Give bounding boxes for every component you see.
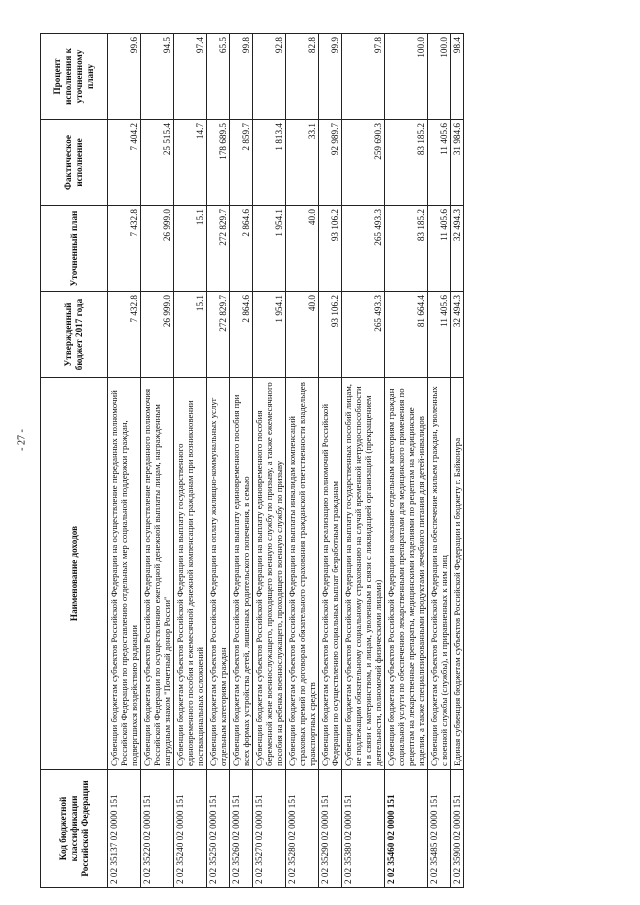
row-approved: 265 493.3: [342, 292, 385, 378]
row-code: 2 02 35460 02 0000 151: [385, 770, 428, 888]
row-approved: 26 999.0: [141, 292, 174, 378]
row-code: 2 02 35270 02 0000 151: [253, 770, 286, 888]
row-name: Субвенции бюджетам субъектов Российской Федерации на выплату государственного единовременного пособия и ежемесячной денежной компенсации гражданам при возникновении поствакцинальных осложнений: [174, 378, 207, 770]
row-percent: 65.5: [207, 34, 230, 120]
row-code: 2 02 35137 02 0000 151: [108, 770, 141, 888]
table-row: [342, 34, 385, 888]
row-name: Субвенции бюджетам субъектов Российской Федерации на оказание отдельным категориям граждан социальной услуги по обеспечению лекарственными препаратами для медицинского применения по рецептам на лекарственные препараты, медицинскими изделиями по рецептам на медицинские изделия, а также специализированными продуктами лечебного питания для детей-инвалидов: [385, 378, 428, 770]
row-name: Субвенции бюджетам субъектов Российской Федерации на выплату единовременного пособия беременной жене военнослужащего, проходящего военную службу по призыву, а также ежемесячного пособия на ребенка военнослужащего, проходящего военную службу по призыву: [253, 378, 286, 770]
row-code: 2 02 35485 02 0000 151: [428, 770, 451, 888]
row-name: Единая субвенция бюджетам субъектов Российской Федерации и бюджету г. Байконура: [451, 378, 464, 770]
table-row: [253, 34, 286, 888]
table-body: [108, 34, 464, 888]
rotated-table-container: [40, 34, 628, 888]
row-percent: 100.0: [385, 34, 428, 120]
row-actual: 92 989.7: [319, 120, 342, 206]
row-actual: 14.7: [174, 120, 207, 206]
row-name: Субвенции бюджетам субъектов Российской Федерации на реализацию полномочий Российской Федерации по осуществлению социальных выплат безработным гражданам: [319, 378, 342, 770]
row-percent: 99.6: [108, 34, 141, 120]
row-refined: 265 493.3: [342, 206, 385, 292]
header-name: Наименование доходов: [41, 378, 108, 770]
row-percent: 92.8: [253, 34, 286, 120]
row-approved: 81 664.4: [385, 292, 428, 378]
row-actual: 2 859.7: [230, 120, 253, 206]
row-code: 2 02 35280 02 0000 151: [286, 770, 319, 888]
table-row: [319, 34, 342, 888]
row-actual: 178 689.5: [207, 120, 230, 206]
row-name: Субвенции бюджетам субъектов Российской Федерации на оплату жилищно-коммунальных услуг отдельным категориям граждан: [207, 378, 230, 770]
row-code: 2 02 35900 02 0000 151: [451, 770, 464, 888]
row-name: Субвенции бюджетам субъектов Российской Федерации на обеспечение жильем граждан, уволенных с военной службы (службы), и приравненных к ним лиц: [428, 378, 451, 770]
table-row: [230, 34, 253, 888]
row-refined: 11 405.6: [428, 206, 451, 292]
page-number-text: - 27 -: [16, 429, 28, 451]
row-refined: 2 864.6: [230, 206, 253, 292]
table-row: [385, 34, 428, 888]
table-row: [451, 34, 464, 888]
row-actual: 33.1: [286, 120, 319, 206]
row-approved: 15.1: [174, 292, 207, 378]
row-refined: 272 829.7: [207, 206, 230, 292]
row-actual: 31 984.6: [451, 120, 464, 206]
row-approved: 93 106.2: [319, 292, 342, 378]
row-refined: 83 185.2: [385, 206, 428, 292]
row-code: 2 02 35290 02 0000 151: [319, 770, 342, 888]
table-row: [286, 34, 319, 888]
table-header-row: [41, 34, 108, 888]
row-percent: 100.0: [428, 34, 451, 120]
row-name: Субвенции бюджетам субъектов Российской Федерации на выплату единовременного пособия при всех формах устройства детей, лишенных родительского попечения, в семью: [230, 378, 253, 770]
table-row: [141, 34, 174, 888]
row-code: 2 02 35220 02 0000 151: [141, 770, 174, 888]
row-percent: 99.9: [319, 34, 342, 120]
row-actual: 11 405.6: [428, 120, 451, 206]
row-refined: 32 494.3: [451, 206, 464, 292]
header-refined: Уточненный план: [41, 206, 108, 292]
table-row: [428, 34, 451, 888]
row-name: Субвенции бюджетам субъектов Российской Федерации на осуществление переданного полномочия Российской Федерации по осуществлению ежегодной денежной выплаты лицам, награжденным нагрудным знаком "Почетный донор России": [141, 378, 174, 770]
income-table: [40, 33, 464, 888]
row-refined: 15.1: [174, 206, 207, 292]
row-percent: 94.5: [141, 34, 174, 120]
page-number: [8, 0, 36, 905]
row-percent: 98.4: [451, 34, 464, 120]
header-percent: Процент исполнения к уточненному плану: [41, 34, 108, 120]
row-approved: 40.0: [286, 292, 319, 378]
table-row: [108, 34, 141, 888]
row-approved: 11 405.6: [428, 292, 451, 378]
row-approved: 7 432.8: [108, 292, 141, 378]
row-code: 2 02 35260 02 0000 151: [230, 770, 253, 888]
row-refined: 1 954.1: [253, 206, 286, 292]
row-actual: 25 515.4: [141, 120, 174, 206]
row-refined: 7 432.8: [108, 206, 141, 292]
row-percent: 82.8: [286, 34, 319, 120]
header-actual: Фактическое исполнение: [41, 120, 108, 206]
row-percent: 99.8: [230, 34, 253, 120]
row-refined: 93 106.2: [319, 206, 342, 292]
header-code: Код бюджетной классификации Российской Федерации: [41, 770, 108, 888]
row-refined: 26 999.0: [141, 206, 174, 292]
row-percent: 97.4: [174, 34, 207, 120]
row-actual: 259 690.3: [342, 120, 385, 206]
row-code: 2 02 35380 02 0000 151: [342, 770, 385, 888]
row-actual: 1 813.4: [253, 120, 286, 206]
row-refined: 40.0: [286, 206, 319, 292]
row-name: Субвенции бюджетам субъектов Российской Федерации на осуществление переданных полномочий Российской Федерации по предоставлению отдельных мер социальной поддержки граждан, подвергшихся воздействию радиации: [108, 378, 141, 770]
row-code: 2 02 35250 02 0000 151: [207, 770, 230, 888]
row-actual: 83 185.2: [385, 120, 428, 206]
row-name: Субвенции бюджетам субъектов Российской Федерации на выплату государственных пособий лицам, не подлежащим обязательному социальному страхованию на случай временной нетрудоспособности и в связи с материнством, и лицам, уволенным в связи с ликвидацией организаций (прекращением деятельности, полномочий физическими лицами): [342, 378, 385, 770]
table-row: [207, 34, 230, 888]
row-approved: 32 494.3: [451, 292, 464, 378]
row-approved: 2 864.6: [230, 292, 253, 378]
row-percent: 97.8: [342, 34, 385, 120]
row-actual: 7 404.2: [108, 120, 141, 206]
row-code: 2 02 35240 02 0000 151: [174, 770, 207, 888]
row-approved: 1 954.1: [253, 292, 286, 378]
row-name: Субвенции бюджетам субъектов Российской Федерации на выплаты инвалидам компенсаций страховых премий по договорам обязательного страхования гражданской ответственности владельцев транспортных средств: [286, 378, 319, 770]
header-approved: Утвержденный бюджет 2017 года: [41, 292, 108, 378]
row-approved: 272 829.7: [207, 292, 230, 378]
table-row: [174, 34, 207, 888]
